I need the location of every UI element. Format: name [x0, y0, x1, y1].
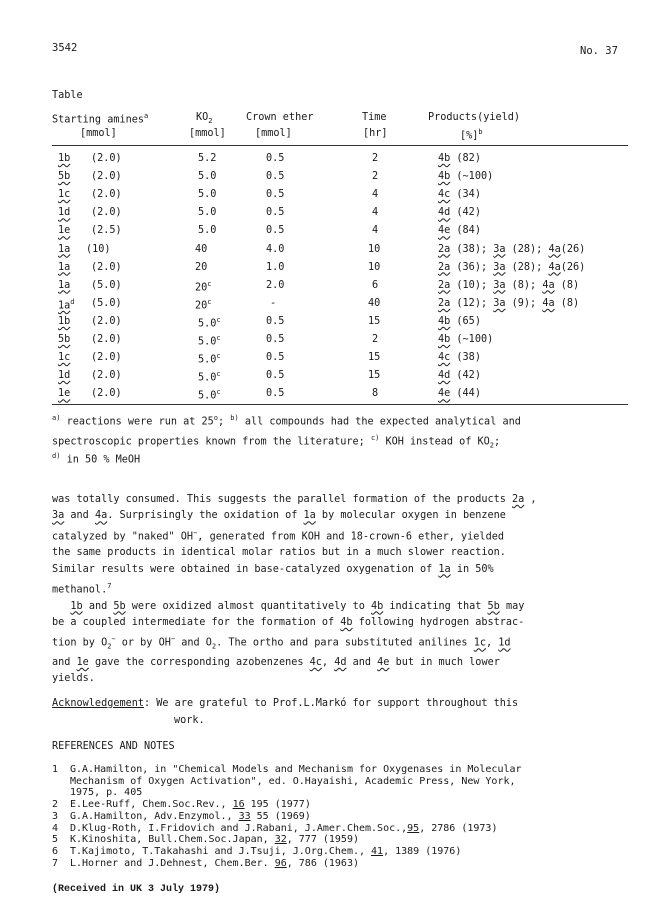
cell-products: 4e (44)	[438, 388, 481, 400]
cell-amine: 1a	[58, 243, 71, 255]
cell-time: 10	[368, 243, 381, 255]
cell-time: 8	[372, 388, 379, 400]
cell-products: 2a (38); 3a (28); 4a(26)	[438, 243, 586, 255]
unit-time: [hr]	[363, 128, 388, 139]
col-crown-ether: Crown ether	[246, 112, 314, 123]
cell-crown: 0.5	[266, 171, 285, 183]
body-line: the same products in identical molar ratios but in a much slower reaction.	[52, 547, 506, 559]
cell-products: 4c (34)	[438, 189, 481, 201]
cell-amine: 1e	[58, 388, 71, 400]
cell-time: 15	[368, 315, 381, 327]
unit-products: [%]$^b$	[460, 128, 483, 142]
cell-products: 2a (10); 3a (8); 4a (8)	[438, 279, 580, 291]
page-number: 3542	[52, 42, 78, 54]
reference-item: 3 G.A.Hamilton, Adv.Enzymol., 33 55 (1969)	[52, 810, 311, 822]
cell-crown: -	[270, 297, 277, 309]
cell-ko2: 5.0	[198, 189, 217, 201]
cell-amount: (2.5)	[91, 225, 122, 237]
unit-ko2: [mmol]	[189, 128, 226, 139]
body-line: tion by $O_2^-$ or by OH− and $O_2$. The ortho and para substituted anilines 1c, 1d	[52, 635, 511, 651]
body-line: was totally consumed. This suggests the parallel formation of the products 2a ,	[52, 494, 537, 505]
received-note: (Received in UK 3 July 1979)	[52, 884, 221, 895]
reference-item: 1 G.A.Hamilton, in "Chemical Models and Mechanism for Oxygenases in Molecular	[52, 764, 522, 775]
cell-amine: $1a^d$	[58, 297, 75, 312]
cell-time: 15	[368, 352, 381, 364]
cell-amount: (2.0)	[91, 352, 122, 364]
cell-ko2: 5.0$^c$	[198, 315, 221, 330]
table-top-rule	[52, 145, 628, 146]
cell-amount: (2.0)	[91, 261, 122, 273]
cell-time: 10	[368, 261, 381, 273]
acknowledgement-cont: work.	[174, 715, 205, 726]
cell-products: 2a (36); 3a (28); 4a(26)	[438, 261, 586, 273]
cell-ko2: 5.0	[198, 207, 217, 219]
cell-amine: 1c	[58, 189, 71, 201]
body-line: 3a and 4a. Surprisingly the oxidation of 1a by molecular oxygen in benzene	[52, 510, 506, 522]
cell-time: 40	[368, 297, 381, 309]
cell-time: 2	[372, 153, 379, 164]
cell-crown: 0.5	[266, 334, 285, 345]
table-title: Table	[52, 90, 83, 101]
reference-item: 2 E.Lee-Ruff, Chem.Soc.Rev., 16 195 (1977)	[52, 799, 311, 811]
cell-amount: (2.0)	[91, 171, 122, 183]
cell-crown: 1.0	[266, 261, 285, 273]
cell-amount: (10)	[86, 243, 111, 255]
cell-amount: (2.0)	[91, 388, 122, 400]
cell-ko2: 20$^c$	[195, 297, 212, 312]
body-line: and 1e gave the corresponding azobenzenes 4c, 4d and 4e but in much lower	[52, 656, 500, 668]
cell-time: 15	[368, 370, 381, 382]
cell-ko2: 20$^c$	[195, 279, 212, 294]
cell-time: 6	[372, 279, 379, 291]
footnote-3: $^{d)}$ in 50 % MeOH	[52, 452, 141, 466]
cell-amount: (2.0)	[91, 189, 122, 201]
cell-amount: (2.0)	[91, 153, 122, 164]
cell-amine: 1e	[58, 225, 71, 237]
body-text	[52, 492, 537, 687]
cell-amine: 1b	[58, 315, 71, 327]
unit-amines: [mmol]	[80, 128, 117, 139]
cell-crown: 0.5	[266, 189, 285, 201]
body-line: methanol.$^7$	[52, 581, 112, 596]
reference-item: 4 D.Klug-Roth, I.Fridovich and J.Rabani, J.Amer.Chem.Soc.,95, 2786 (1973)	[52, 822, 498, 834]
cell-amine: 1c	[58, 352, 71, 364]
reference-item: 1975, p. 405	[70, 787, 143, 799]
cell-amount: (2.0)	[91, 370, 122, 382]
acknowledgement: Acknowledgement: We are grateful to Prof.L.Markó for support throughout this	[52, 698, 519, 709]
cell-crown: 0.5	[266, 370, 285, 382]
cell-crown: 0.5	[266, 225, 285, 237]
cell-ko2: 20	[195, 261, 208, 273]
reference-item: Mechanism of Oxygen Activation", ed. O.Hayaishi, Academic Press, New York,	[70, 775, 516, 787]
body-line: 1b and 5b were oxidized almost quantitatively to 4b indicating that 5b may	[70, 600, 525, 612]
table-bottom-rule	[52, 404, 628, 405]
col-starting-amines: Starting amines$^a$	[52, 112, 149, 126]
footnote-1: $^{a)}$ reactions were run at 25$^o$; $^{b)}$ all compounds had the expected analytical and	[52, 414, 521, 428]
cell-ko2: 5.0	[198, 225, 217, 237]
cell-amine: 1a	[58, 261, 71, 273]
cell-crown: 0.5	[266, 388, 285, 400]
cell-crown: 0.5	[266, 153, 285, 164]
cell-amine: 1d	[58, 370, 71, 382]
body-line: yields.	[52, 673, 95, 685]
cell-products: 4b (65)	[438, 315, 481, 327]
cell-products: 4c (38)	[438, 352, 481, 364]
cell-amine: 1d	[58, 207, 71, 219]
cell-crown: 4.0	[266, 243, 285, 255]
cell-ko2: 40	[195, 243, 208, 255]
cell-amine: 5b	[58, 334, 71, 345]
col-time: Time	[362, 112, 387, 123]
cell-products: 4d (42)	[438, 207, 481, 219]
reference-item: 6 T.Kajimoto, T.Takahashi and J.Tsuji, J.Org.Chem., 41, 1389 (1976)	[52, 845, 462, 857]
cell-amount: (5.0)	[91, 279, 122, 291]
cell-ko2: 5.0$^c$	[198, 388, 221, 402]
cell-products: 4b (∼100)	[438, 171, 494, 183]
body-line: Similar results were obtained in base-catalyzed oxygenation of 1a in 50%	[52, 563, 494, 575]
cell-products: 2a (12); 3a (9); 4a (8)	[438, 297, 580, 309]
cell-time: 4	[372, 189, 379, 201]
cell-amine: 5b	[58, 171, 71, 183]
body-line: catalyzed by "naked" OH−, generated from KOH and 18-crown-6 ether, yielded	[52, 528, 504, 542]
cell-crown: 0.5	[266, 207, 285, 219]
col-ko2: $KO_2$	[196, 112, 213, 126]
references-list	[52, 764, 522, 869]
unit-crown: [mmol]	[255, 128, 292, 139]
body-line: be a coupled intermediate for the formation of 4b following hydrogen abstrac-	[52, 616, 525, 628]
cell-ko2: 5.0$^c$	[198, 334, 221, 348]
cell-crown: 0.5	[266, 352, 285, 364]
cell-amount: (2.0)	[91, 207, 122, 219]
cell-amine: 1a	[58, 279, 71, 291]
cell-products: 4d (42)	[438, 370, 481, 382]
cell-amine: 1b	[58, 153, 71, 164]
cell-ko2: 5.0$^c$	[198, 370, 221, 384]
reference-item: 7 L.Horner and J.Dehnest, Chem.Ber. 96, 786 (1963)	[52, 857, 359, 869]
cell-crown: 2.0	[266, 279, 285, 291]
col-products: Products(yield)	[428, 112, 521, 123]
cell-amount: (2.0)	[91, 315, 122, 327]
cell-products: 4b (82)	[438, 153, 481, 164]
reference-item: 5 K.Kinoshita, Bull.Chem.Soc.Japan, 32, 777 (1959)	[52, 834, 359, 846]
cell-time: 2	[372, 334, 379, 345]
cell-ko2: 5.0	[198, 171, 217, 183]
cell-crown: 0.5	[266, 315, 285, 327]
cell-products: 4b (∼100)	[438, 334, 494, 345]
cell-time: 4	[372, 207, 379, 219]
cell-ko2: 5.2	[198, 153, 217, 164]
references-title: REFERENCES AND NOTES	[52, 741, 175, 752]
footnote-2: spectroscopic properties known from the literature; $^{c)}$ KOH instead of $KO_2$;	[52, 434, 501, 450]
cell-ko2: 5.0$^c$	[198, 352, 221, 366]
cell-amount: (2.0)	[91, 334, 122, 345]
issue-number: No. 37	[580, 45, 618, 57]
cell-time: 2	[372, 171, 379, 183]
cell-amount: (5.0)	[91, 297, 122, 309]
cell-products: 4e (84)	[438, 225, 481, 237]
cell-time: 4	[372, 225, 379, 237]
